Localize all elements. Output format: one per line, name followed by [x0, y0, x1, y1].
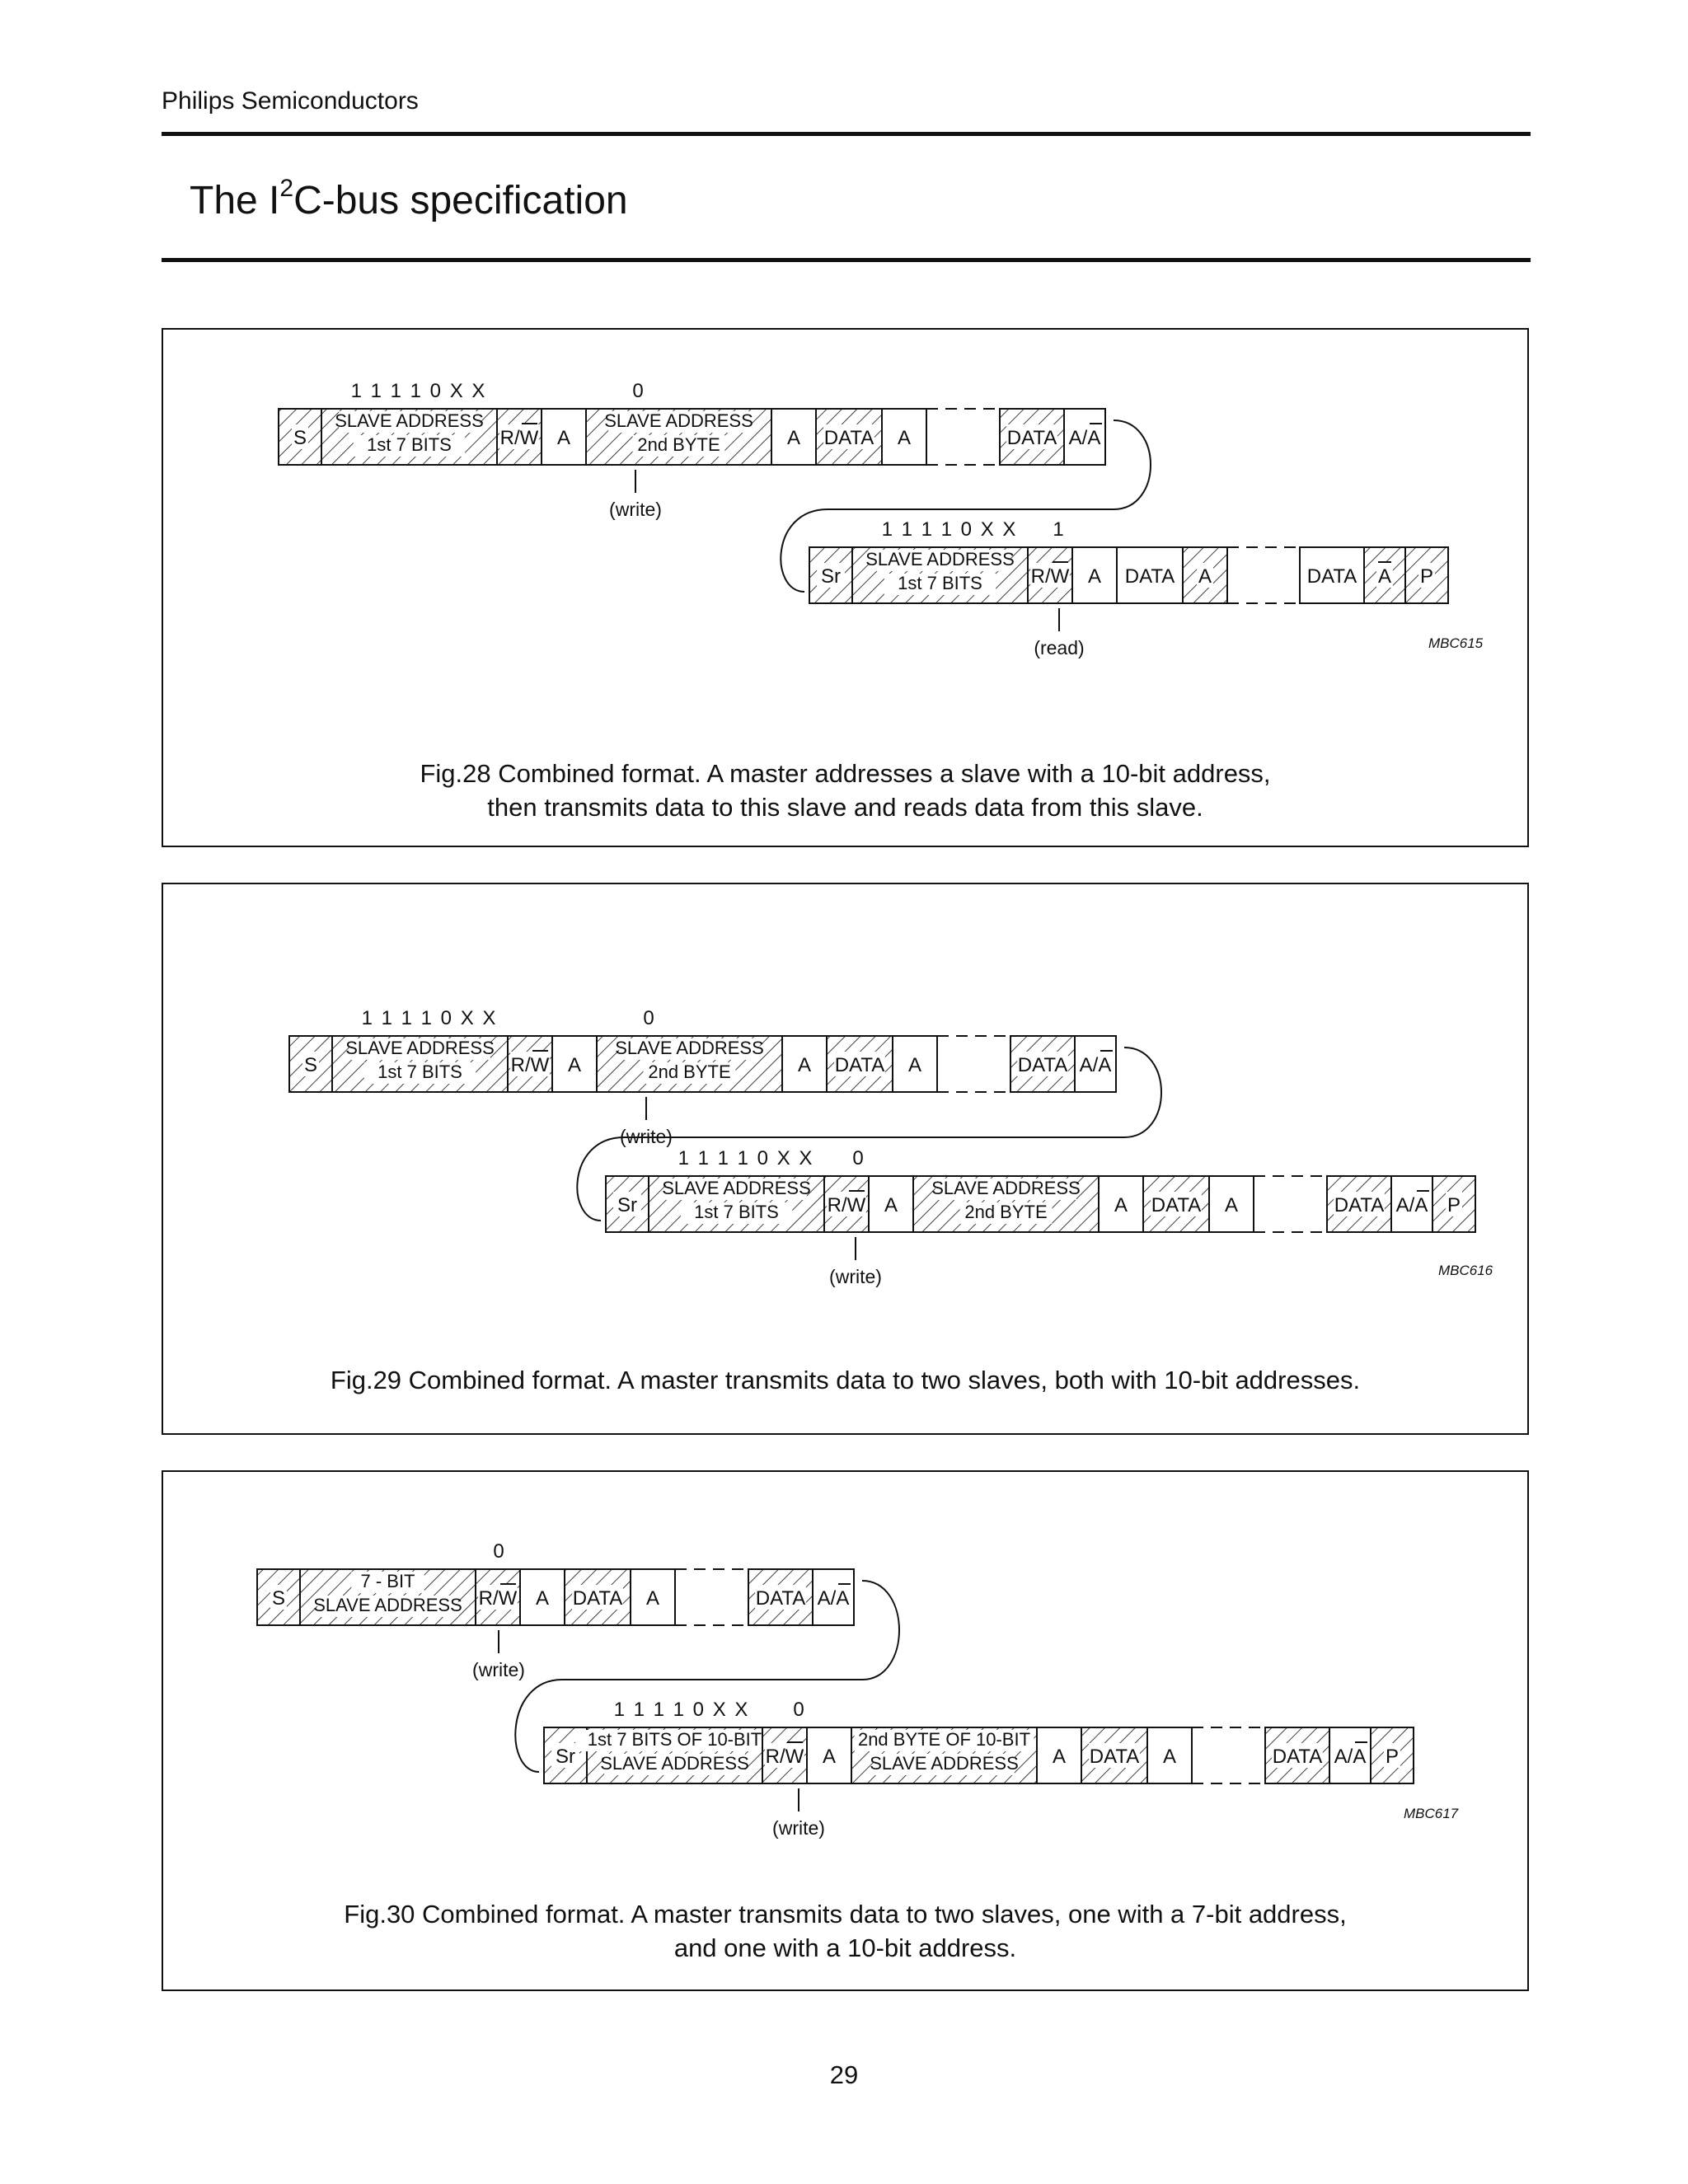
field-data-label: DATA	[1272, 1746, 1323, 1768]
figure-30-caption	[163, 1897, 1527, 1965]
bits-label: 1 1 1 1 0 X X	[881, 518, 1018, 541]
field-s-label: S	[271, 1587, 286, 1610]
bits-label: 1 1 1 1 0 X X	[678, 1147, 814, 1169]
field-7-bit-label-line-1: 7 - BIT	[360, 1571, 415, 1591]
field-a-label: A	[1224, 1194, 1239, 1216]
fig2-row-1	[544, 1699, 1414, 1839]
field-data-label: DATA	[823, 427, 874, 449]
field-s-label: S	[293, 427, 307, 449]
field-sr-label: Sr	[617, 1194, 637, 1216]
field-r-w-label: R/W	[1030, 565, 1070, 588]
header-rule-top	[162, 132, 1531, 136]
field-slave-address-label-line-2: 1st 7 BITS	[898, 573, 982, 593]
header-rule-bottom	[162, 258, 1531, 262]
field-p-label: P	[1447, 1194, 1461, 1216]
page-title: The $I^2C$-bus specification	[190, 175, 628, 223]
field-r-w-label: R/W	[765, 1746, 804, 1768]
field-slave-address-label-line-2: 1st 7 BITS	[694, 1202, 779, 1222]
field-data-label: DATA	[1334, 1194, 1385, 1216]
field-a-label: A	[1162, 1746, 1177, 1768]
figure-code: MBC617	[1404, 1806, 1459, 1821]
fig1-row-0	[289, 1007, 1116, 1147]
field-7-bit-label-line-2: SLAVE ADDRESS	[313, 1595, 462, 1615]
field-slave-address-label-line-1: SLAVE ADDRESS	[604, 410, 753, 431]
rw-note: (write)	[829, 1266, 882, 1287]
field-a-label: A	[786, 427, 801, 449]
field-sr-label: Sr	[821, 565, 841, 588]
field-2nd-byte-of-10-bit-label-line-2: SLAVE ADDRESS	[870, 1753, 1019, 1774]
field-data-label: DATA	[1017, 1054, 1068, 1076]
field-r-w-label: R/W	[478, 1587, 518, 1610]
field-slave-address-label-line-2: 2nd BYTE	[964, 1202, 1048, 1222]
figure-30-caption-line-2: and one with a 10-bit address.	[673, 1933, 1017, 1962]
field-a-label: A	[645, 1587, 660, 1610]
field-a-a-label: A/A	[1395, 1194, 1428, 1216]
rw-note: (write)	[609, 499, 662, 520]
field-1st-7-bits-of-10-bit-label-line-1: 1st 7 BITS OF 10-BIT	[587, 1729, 762, 1750]
field-1st-7-bits-of-10-bit-label-line-2: SLAVE ADDRESS	[600, 1753, 749, 1774]
field-a-label: A	[1052, 1746, 1067, 1768]
field-a-label: A	[1087, 565, 1102, 588]
field-data-label: DATA	[1089, 1746, 1140, 1768]
field-r-w-label: R/W	[510, 1054, 550, 1076]
field-a-label: A	[1198, 565, 1212, 588]
field-a-a-label: A/A	[817, 1587, 850, 1610]
fig2-row-0	[257, 1540, 854, 1680]
figure-28-caption	[163, 757, 1527, 824]
figure-28-caption-line-2: then transmits data to this slave and reads data from this slave.	[487, 793, 1203, 822]
rw-note: (write)	[472, 1659, 525, 1680]
rw-bit-label: 0	[852, 1147, 864, 1169]
rw-bit-label: 0	[643, 1007, 654, 1029]
field-sr-label: Sr	[556, 1746, 575, 1768]
figure-29-caption	[163, 1363, 1527, 1397]
field-a-label: A	[822, 1746, 837, 1768]
rw-bit-label: 0	[793, 1699, 804, 1721]
rw-note: (write)	[772, 1817, 825, 1839]
field-data-label: DATA	[1006, 427, 1057, 449]
page-number: 29	[829, 2060, 859, 2089]
field-a-label: A	[884, 1194, 898, 1216]
field-data-label: DATA	[834, 1054, 885, 1076]
figure-29-caption-line-1: Fig.29 Combined format. A master transmits data to two slaves, both with 10-bit addresses.	[330, 1366, 1361, 1394]
field-s-label: S	[303, 1054, 318, 1076]
field-data-label: DATA	[1151, 1194, 1202, 1216]
field-data-label: DATA	[1306, 565, 1357, 588]
field-data-label: DATA	[755, 1587, 806, 1610]
rw-bit-label: 0	[493, 1540, 504, 1563]
field-slave-address-label-line-1: SLAVE ADDRESS	[931, 1178, 1081, 1198]
field-slave-address-label-line-2: 2nd BYTE	[637, 434, 720, 455]
field-a-a-label: A/A	[1068, 427, 1101, 449]
figure-28-caption-line-1: Fig.28 Combined format. A master addresses a slave with a 10-bit address,	[420, 759, 1271, 788]
field-slave-address-label-line-1: SLAVE ADDRESS	[335, 410, 484, 431]
field-slave-address-label-line-2: 1st 7 BITS	[367, 434, 452, 455]
rw-bit-label: 0	[632, 380, 644, 402]
field-data-label: DATA	[572, 1587, 623, 1610]
figure-29	[162, 883, 1529, 1435]
rw-note: (write)	[620, 1126, 673, 1147]
field-p-label: P	[1419, 565, 1434, 588]
field-2nd-byte-of-10-bit-label-line-1: 2nd BYTE OF 10-BIT	[857, 1729, 1031, 1750]
figure-30-caption-line-1: Fig.30 Combined format. A master transmits data to two slaves, one with a 7-bit address,	[344, 1900, 1347, 1929]
field-p-label: P	[1385, 1746, 1400, 1768]
bits-label: 1 1 1 1 0 X X	[350, 380, 487, 402]
rw-bit-label: 1	[1053, 518, 1064, 541]
fig0-row-1	[809, 518, 1448, 658]
figure-30	[162, 1470, 1529, 1991]
fig0-row-0	[279, 380, 1105, 520]
field-a-a-label: A/A	[1079, 1054, 1112, 1076]
field-slave-address-label-line-2: 2nd BYTE	[648, 1062, 731, 1082]
field-a-label: A	[1114, 1194, 1128, 1216]
field-slave-address-label-line-2: 1st 7 BITS	[377, 1062, 462, 1082]
figure-code: MBC616	[1438, 1263, 1493, 1278]
field-slave-address-label-line-1: SLAVE ADDRESS	[865, 549, 1015, 569]
field-a-label: A	[907, 1054, 922, 1076]
field-a-label: A	[1377, 565, 1392, 588]
bits-label: 1 1 1 1 0 X X	[361, 1007, 498, 1029]
field-a-label: A	[535, 1587, 550, 1610]
field-slave-address-label-line-1: SLAVE ADDRESS	[662, 1178, 811, 1198]
figure-code: MBC615	[1428, 635, 1484, 651]
field-a-label: A	[797, 1054, 812, 1076]
rw-note: (read)	[1034, 637, 1085, 658]
field-a-a-label: A/A	[1334, 1746, 1367, 1768]
field-data-label: DATA	[1124, 565, 1175, 588]
field-a-label: A	[897, 427, 912, 449]
field-slave-address-label-line-1: SLAVE ADDRESS	[615, 1038, 764, 1058]
field-a-label: A	[567, 1054, 582, 1076]
field-slave-address-label-line-1: SLAVE ADDRESS	[345, 1038, 495, 1058]
field-r-w-label: R/W	[499, 427, 539, 449]
field-r-w-label: R/W	[827, 1194, 866, 1216]
fig1-row-1	[606, 1147, 1475, 1287]
field-a-label: A	[556, 427, 571, 449]
bits-label: 1 1 1 1 0 X X	[613, 1699, 750, 1721]
header-company: Philips Semiconductors	[162, 87, 419, 115]
figure-29-diagram	[163, 884, 1527, 1433]
figure-28	[162, 328, 1529, 847]
